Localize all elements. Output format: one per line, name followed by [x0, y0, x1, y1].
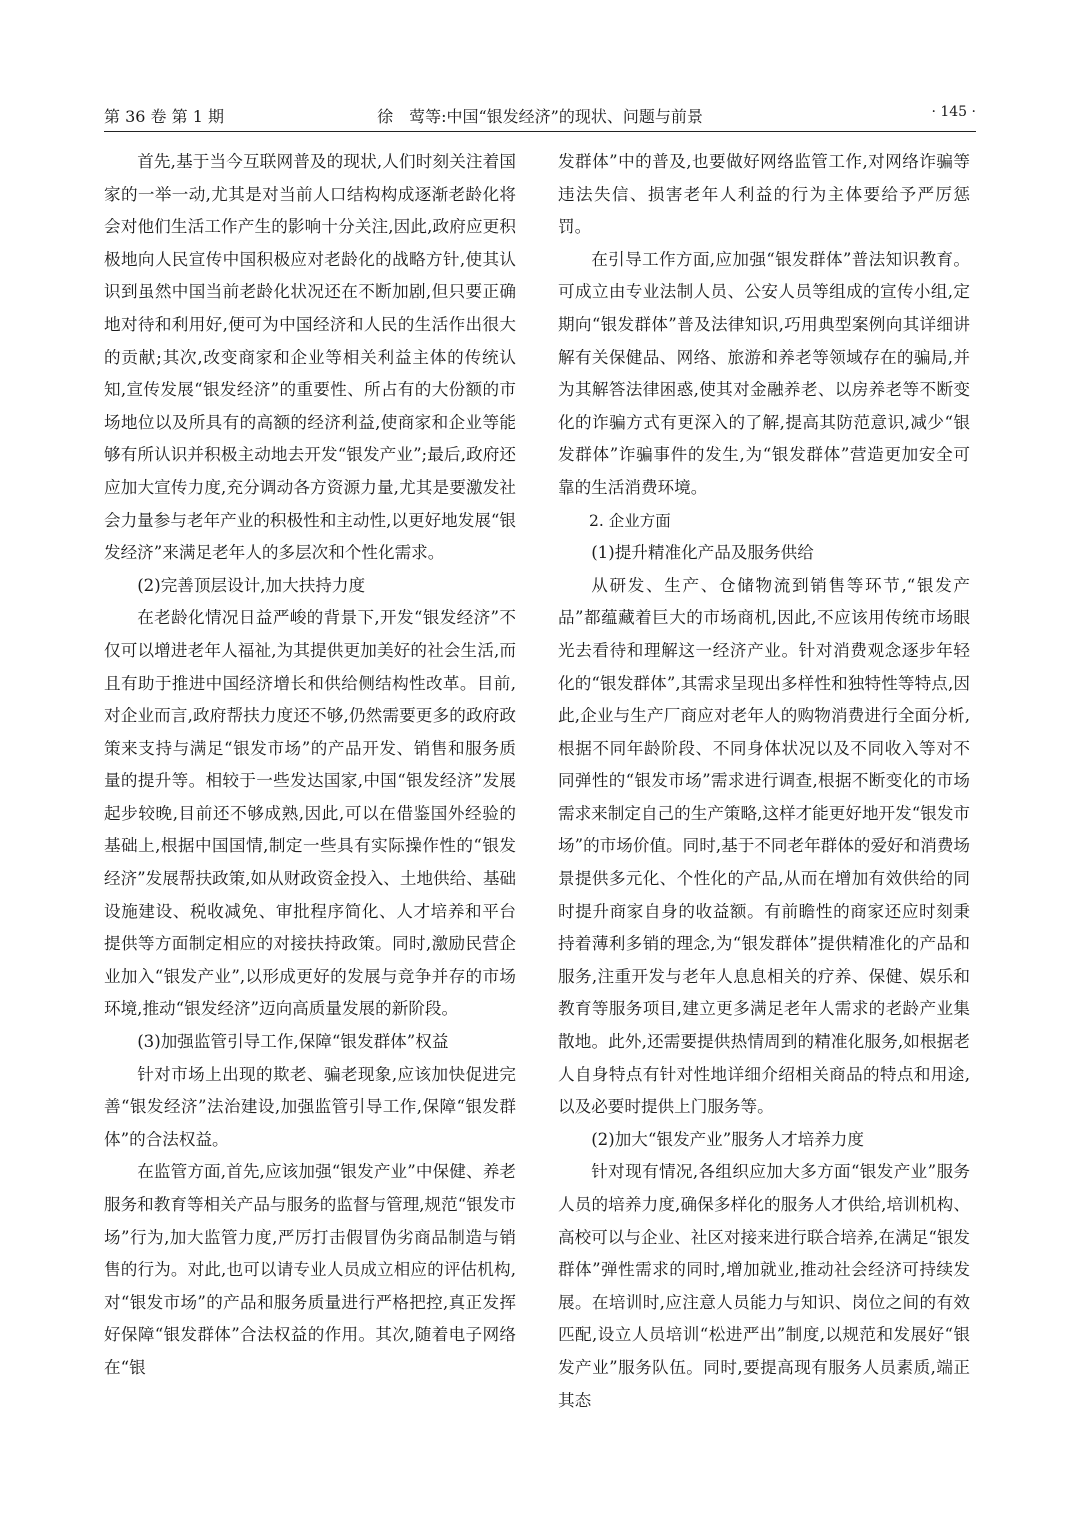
- paragraph: 首先,基于当今互联网普及的现状,人们时刻关注着国家的一举一动,尤其是对当前人口结构构成逐渐老龄化将会对他们生活工作产生的影响十分关注,因此,政府应更积极地向人民宣传中国积极应对老龄化的战略方针,使其认识到虽然中国当前老龄化状况还在不断加剧,但只要正确地对待和利用好,便可为中国经济和人民的生活作出很大的贡献;其次,改变商家和企业等相关利益主体的传统认知,宣传发展“银发经济”的重要性、所占有的大份额的市场地位以及所具有的高额的经济利益,使商家和企业等能够有所认识并积极主动地去开发“银发产业”;最后,政府还应加大宣传力度,充分调动各方资源力量,尤其是要激发社会力量参与老年产业的积极性和主动性,以更好地发展“银发经济”来满足老年人的多层次和个性化需求。: [104, 152, 517, 563]
- paragraph: 针对市场上出现的欺老、骗老现象,应该加快促进完善“银发经济”法治建设,加强监管引导工作,保障“银发群体”的合法权益。: [104, 1064, 516, 1149]
- left-column: [104, 146, 516, 1385]
- paragraph: 从研发、生产、仓储物流到销售等环节,“银发产品”都蕴藏着巨大的市场商机,因此,不应该用传统市场眼光去看待和理解这一经济产业。针对消费观念逐步年轻化的“银发群体”,其需求呈现出多样性和独特性等特点,因此,企业与生产厂商应对老年人的购物消费进行全面分析,根据不同年龄阶段、不同身体状况以及不同收入等对不同弹性的“银发市场”需求进行调查,根据不断变化的市场需求来制定自己的生产策略,这样才能更好地开发“银发市场”的市场价值。同时,基于不同老年群体的爱好和消费场景提供多元化、个性化的产品,从而在增加有效供给的同时提升商家自身的收益额。有前瞻性的商家还应时刻秉持着薄利多销的理念,为“银发群体”提供精准化的产品和服务,注重开发与老年人息息相关的疗养、保健、娱乐和教育等服务项目,建立更多满足老年人需求的老龄产业集散地。此外,还需要提供热情周到的精准化服务,如根据老人自身特点有针对性地详细介绍相关商品的特点和用途,以及必要时提供上门服务等。: [558, 575, 971, 1117]
- header-rule: [104, 131, 976, 132]
- subsection-heading: (2)加大“银发产业”服务人才培养力度: [591, 1129, 864, 1149]
- paragraph: 在引导工作方面,应加强“银发群体”普法知识教育。可成立由专业法制人员、公安人员等组成的宣传小组,定期向“银发群体”普及法律知识,巧用典型案例向其详细讲解有关保健品、网络、旅游和养老等领域存在的骗局,并为其解答法律困惑,使其对金融养老、以房养老等不断变化的诈骗方式有更深入的了解,提高其防范意识,减少“银发群体”诈骗事件的发生,为“银发群体”营造更加安全可靠的生活消费环境。: [558, 249, 970, 497]
- paragraph: 在老龄化情况日益严峻的背景下,开发“银发经济”不仅可以增进老年人福祉,为其提供更加美好的社会生活,而且有助于推进中国经济增长和供给侧结构性改革。目前,对企业而言,政府帮扶力度还不够,仍然需要更多的政府政策来支持与满足“银发市场”的产品开发、销售和服务质量的提升等。相较于一些发达国家,中国“银发经济”发展起步较晚,目前还不够成熟,因此,可以在借鉴国外经验的基础上,根据中国国情,制定一些具有实际操作性的“银发经济”发展帮扶政策,如从财政资金投入、土地供给、基础设施建设、税收减免、审批程序简化、人才培养和平台提供等方面制定相应的对接扶持政策。同时,激励民营企业加入“银发产业”,以形成更好的发展与竞争并存的市场环境,推动“银发经济”迈向高质量发展的新阶段。: [104, 608, 517, 1019]
- subsection-heading: (2)完善顶层设计,加大扶持力度: [137, 575, 366, 595]
- paragraph-continued: 发群体”中的普及,也要做好网络监管工作,对网络诈骗等违法失信、损害老年人利益的行为主体要给予严厉惩罚。: [558, 152, 970, 237]
- running-header: [104, 104, 976, 130]
- journal-volume-issue: 第 36 卷 第 1 期: [104, 107, 224, 126]
- subsection-heading: (3)加强监管引导工作,保障“银发群体”权益: [137, 1032, 449, 1052]
- paragraph: 针对现有情况,各组织应加大多方面“银发产业”服务人员的培养力度,确保多样化的服务人才供给,培训机构、高校可以与企业、社区对接来进行联合培养,在满足“银发群体”弹性需求的同时,增加就业,推动社会经济可持续发展。在培训时,应注意人员能力与知识、岗位之间的有效匹配,设立人员培训“松进严出”制度,以规范和发展好“银发产业”服务队伍。同时,要提高现有服务人员素质,端正其态: [558, 1162, 971, 1410]
- running-title: 徐 莺等:中国“银发经济”的现状、问题与前景: [377, 107, 703, 126]
- paragraph: 在监管方面,首先,应该加强“银发产业”中保健、养老服务和教育等相关产品与服务的监督与管理,规范“银发市场”行为,加大监管力度,严厉打击假冒伪劣商品制造与销售的行为。对此,也可以请专业人员成立相应的评估机构,对“银发市场”的产品和服务质量进行严格把控,真正发挥好保障“银发群体”合法权益的作用。其次,随着电子网络在“银: [104, 1162, 517, 1377]
- section-heading: 2. 企业方面: [589, 511, 671, 530]
- right-column: [558, 146, 970, 1417]
- subsection-heading: (1)提升精准化产品及服务供给: [591, 543, 814, 563]
- page-number: · 145 ·: [931, 104, 976, 120]
